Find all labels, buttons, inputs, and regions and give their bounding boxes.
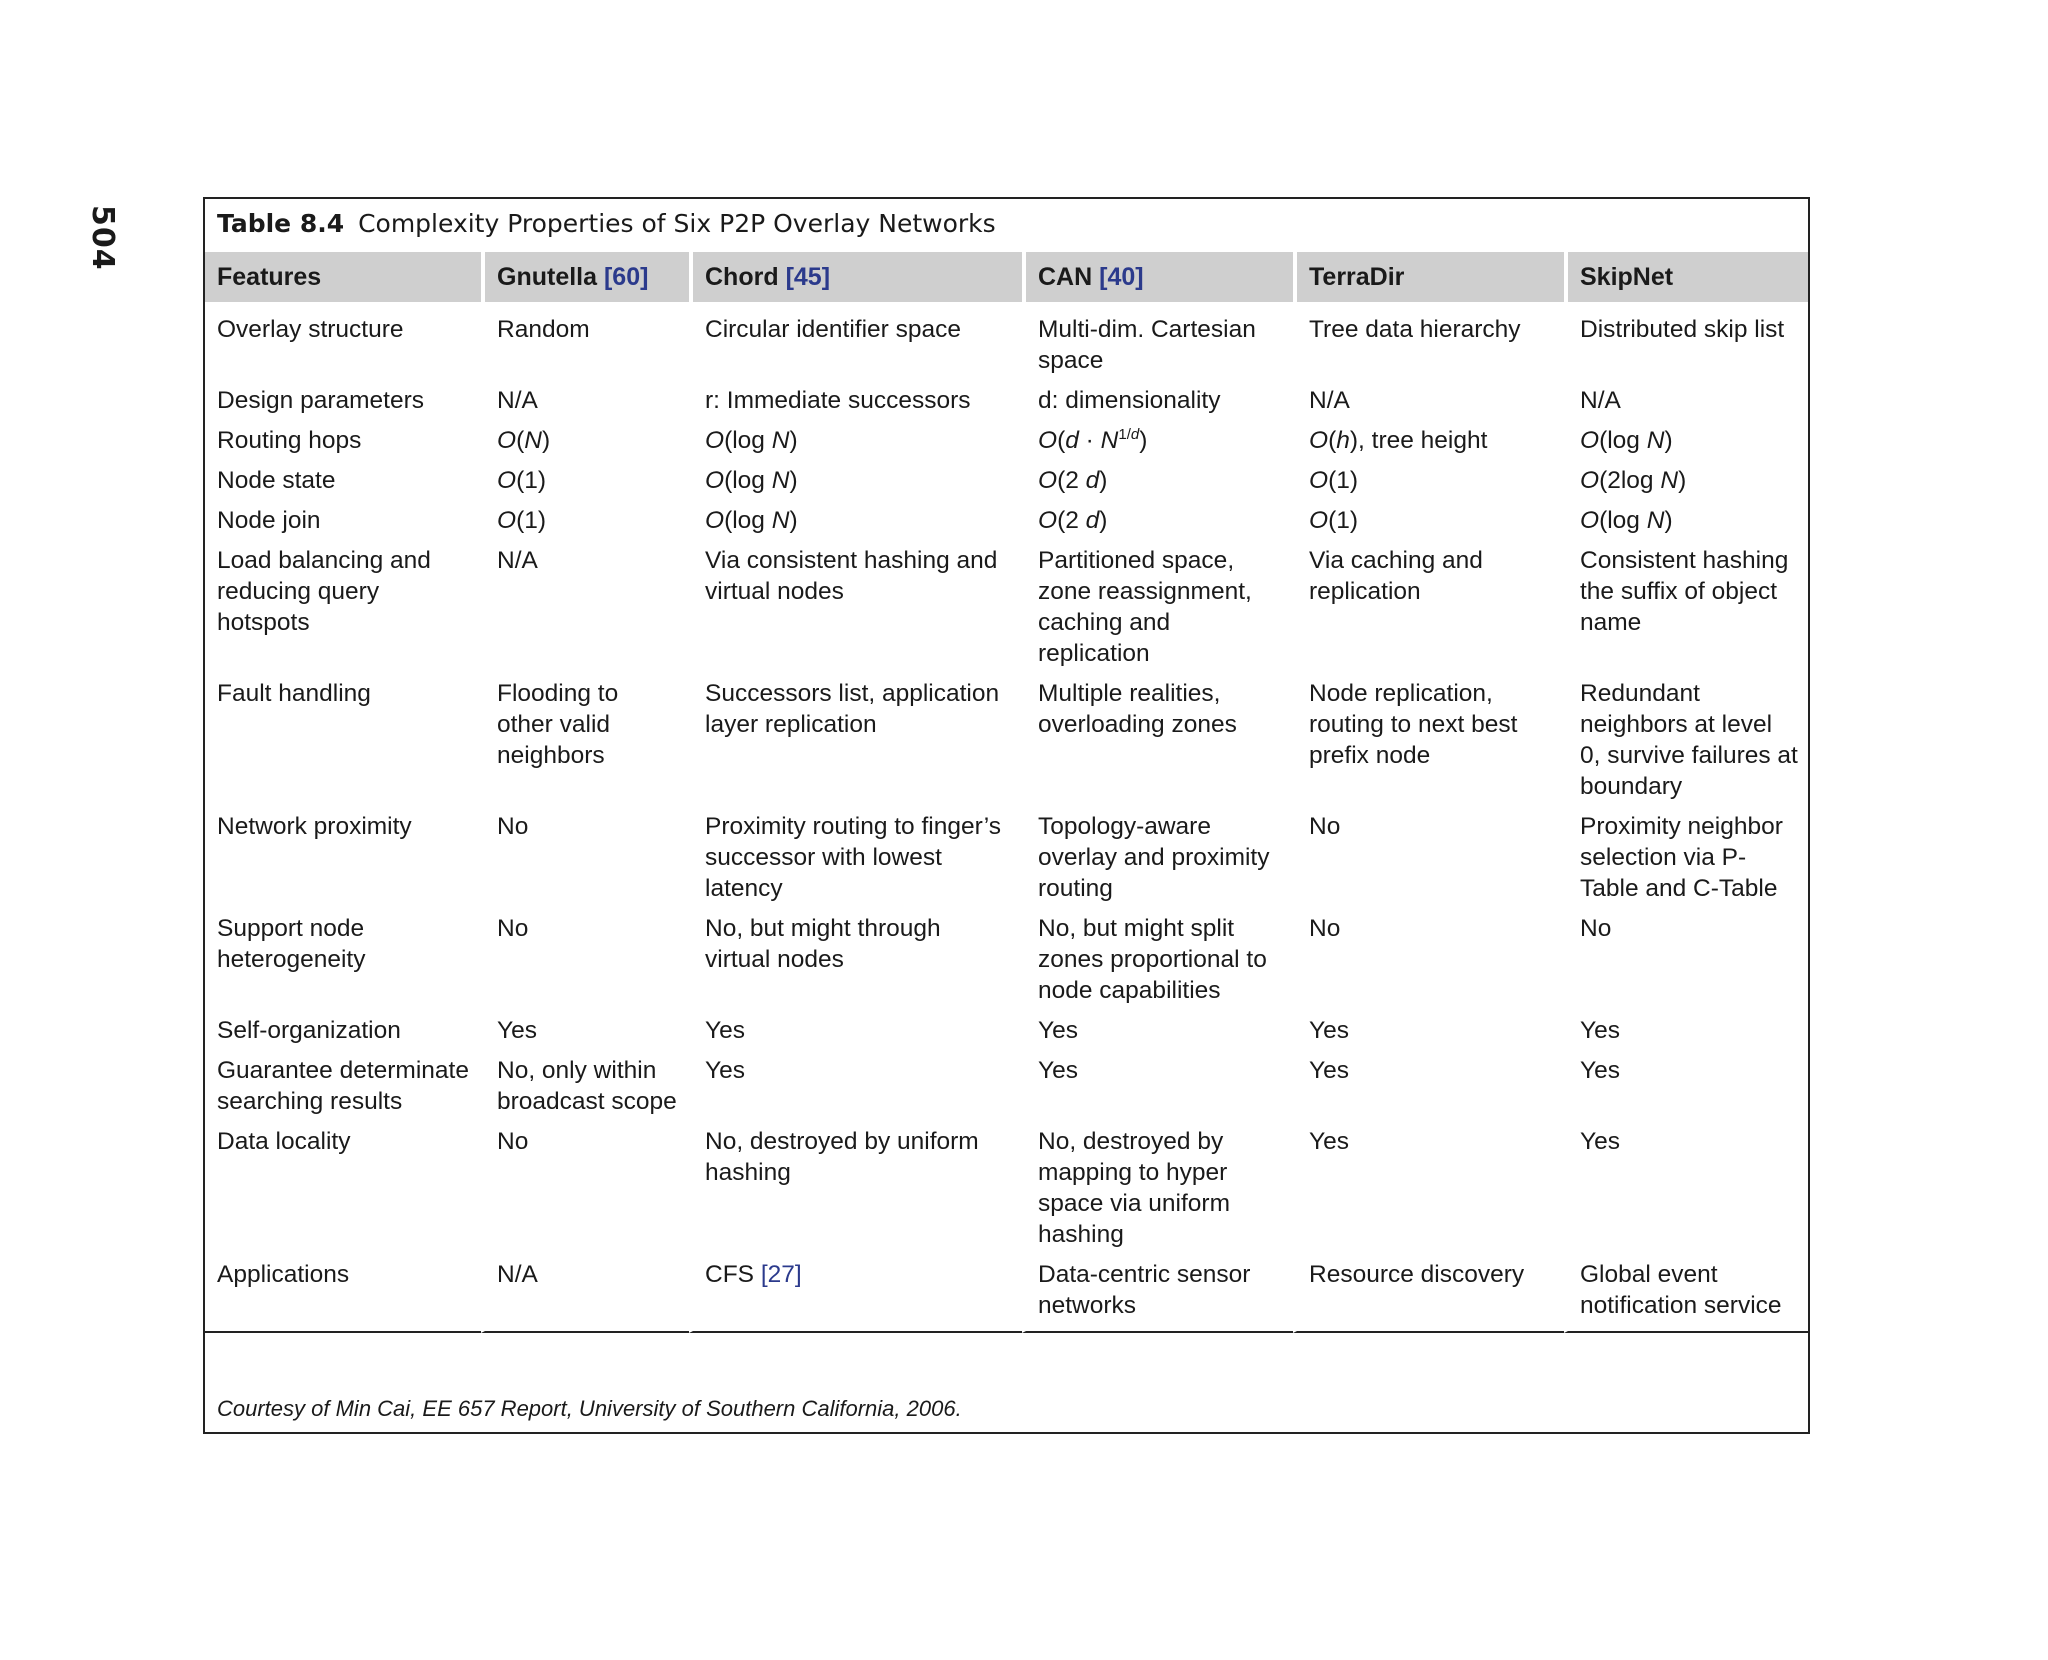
header-can: CAN [40] bbox=[1022, 252, 1293, 302]
cell-gnutella: No bbox=[497, 1128, 529, 1155]
cell-gnutella: Random bbox=[497, 316, 590, 343]
table-row bbox=[205, 302, 1808, 382]
table-label: Table 8.4 bbox=[217, 209, 345, 238]
cell-terradir: O(1) bbox=[1309, 507, 1359, 534]
cell-terradir: Resource discovery bbox=[1293, 1256, 1564, 1333]
cell-features: Design parameters bbox=[217, 387, 424, 414]
header-skipnet: SkipNet bbox=[1564, 252, 1808, 302]
table-caption bbox=[217, 209, 996, 238]
table-row bbox=[205, 675, 1808, 808]
cell-chord: r: Immediate successors bbox=[705, 387, 971, 414]
header-terradir: TerraDir bbox=[1293, 252, 1564, 302]
cell-gnutella: O(1) bbox=[497, 507, 547, 534]
cell-chord: Circular identifier space bbox=[705, 316, 961, 343]
cell-chord: O(log N) bbox=[705, 467, 798, 494]
cell-skipnet: Redundant neighbors at level 0, survive failures at boundary bbox=[1580, 680, 1798, 800]
cell-skipnet: Yes bbox=[1580, 1128, 1620, 1155]
cell-can: Partitioned space, zone reassignment, caching and replication bbox=[1038, 547, 1252, 667]
table-row bbox=[205, 542, 1808, 675]
cell-skipnet: Distributed skip list bbox=[1580, 316, 1785, 343]
cell-terradir: O(h), tree height bbox=[1309, 427, 1488, 454]
cell-terradir: Tree data hierarchy bbox=[1309, 316, 1521, 343]
cell-gnutella: No bbox=[497, 915, 529, 942]
cell-terradir: O(1) bbox=[1309, 467, 1359, 494]
cell-skipnet: Yes bbox=[1580, 1017, 1620, 1044]
cell-can: Topology-aware overlay and proximity routing bbox=[1038, 813, 1270, 902]
citation-link[interactable]: [27] bbox=[760, 1261, 802, 1288]
cell-chord: Yes bbox=[705, 1017, 745, 1044]
cell-gnutella: Flooding to other valid neighbors bbox=[497, 680, 619, 769]
cell-features: Data locality bbox=[217, 1128, 351, 1155]
cell-features: Network proximity bbox=[217, 813, 412, 840]
cell-skipnet: N/A bbox=[1580, 387, 1621, 414]
page-number: 504 bbox=[85, 205, 120, 271]
cell-skipnet: O(2log N) bbox=[1580, 467, 1687, 494]
table-row bbox=[205, 808, 1808, 910]
cell-can: Multi-dim. Cartesian space bbox=[1038, 316, 1256, 374]
cell-features: Load balancing and reducing query hotspots bbox=[217, 547, 431, 636]
header-gnutella: Gnutella [60] bbox=[481, 252, 689, 302]
cell-can: O(2 d) bbox=[1038, 507, 1108, 534]
table-row bbox=[205, 422, 1808, 462]
cell-features: Guarantee determinate searching results bbox=[217, 1057, 469, 1115]
cell-can: d: dimensionality bbox=[1038, 387, 1221, 414]
cell-gnutella: No bbox=[497, 813, 529, 840]
cell-gnutella: O(N) bbox=[497, 427, 551, 454]
table-row bbox=[205, 1012, 1808, 1052]
cell-can: Yes bbox=[1038, 1017, 1078, 1044]
cell-features: Node state bbox=[217, 467, 336, 494]
table-row bbox=[205, 462, 1808, 502]
citation-link[interactable]: [60] bbox=[603, 262, 649, 291]
citation-link[interactable]: [45] bbox=[785, 262, 831, 291]
cell-chord: O(log N) bbox=[705, 507, 798, 534]
cell-skipnet: No bbox=[1580, 915, 1612, 942]
cell-terradir: No bbox=[1309, 813, 1341, 840]
cell-terradir: Node replication, routing to next best prefix node bbox=[1309, 680, 1518, 769]
comparison-table bbox=[205, 252, 1808, 1333]
cell-skipnet: Global event notification service bbox=[1564, 1256, 1808, 1333]
cell-chord: No, destroyed by uniform hashing bbox=[705, 1128, 979, 1186]
cell-terradir: Yes bbox=[1309, 1017, 1349, 1044]
table-row bbox=[205, 910, 1808, 1012]
table-title: Complexity Properties of Six P2P Overlay Networks bbox=[358, 209, 996, 238]
cell-skipnet: O(log N) bbox=[1580, 427, 1673, 454]
cell-terradir: No bbox=[1309, 915, 1341, 942]
cell-features: Routing hops bbox=[217, 427, 362, 454]
table-frame bbox=[203, 197, 1810, 1434]
cell-skipnet: Proximity neighbor selection via P-Table and C-Table bbox=[1580, 813, 1783, 902]
cell-gnutella: No, only within broadcast scope bbox=[497, 1057, 677, 1115]
table-row bbox=[205, 1052, 1808, 1123]
cell-can: No, destroyed by mapping to hyper space via uniform hashing bbox=[1038, 1128, 1231, 1248]
cell-chord: No, but might through virtual nodes bbox=[705, 915, 941, 973]
table-row bbox=[205, 1256, 1808, 1333]
cell-gnutella: O(1) bbox=[497, 467, 547, 494]
cell-features: Support node heterogeneity bbox=[217, 915, 366, 973]
cell-skipnet: Yes bbox=[1580, 1057, 1620, 1084]
cell-terradir: Yes bbox=[1309, 1128, 1349, 1155]
cell-chord: Successors list, application layer replication bbox=[705, 680, 1000, 738]
table-footnote: Courtesy of Min Cai, EE 657 Report, University of Southern California, 2006. bbox=[217, 1396, 962, 1421]
cell-features: Node join bbox=[217, 507, 321, 534]
cell-can: $O(d \cdot N^{1/d})$ bbox=[1038, 425, 1148, 454]
cell-skipnet: Consistent hashing the suffix of object name bbox=[1580, 547, 1789, 636]
cell-features: Self-organization bbox=[217, 1017, 401, 1044]
table-row bbox=[205, 1123, 1808, 1256]
cell-can: Multiple realities, overloading zones bbox=[1038, 680, 1237, 738]
cell-can: No, but might split zones proportional to node capabilities bbox=[1038, 915, 1267, 1004]
cell-gnutella: N/A bbox=[497, 547, 538, 574]
cell-chord: O(log N) bbox=[705, 427, 798, 454]
cell-can: Yes bbox=[1038, 1057, 1078, 1084]
cell-chord: Yes bbox=[705, 1057, 745, 1084]
cell-can: Data-centric sensor networks bbox=[1022, 1256, 1293, 1333]
cell-can: O(2 d) bbox=[1038, 467, 1108, 494]
cell-chord: Via consistent hashing and virtual nodes bbox=[705, 547, 998, 605]
cell-gnutella: N/A bbox=[481, 1256, 689, 1333]
cell-skipnet: O(log N) bbox=[1580, 507, 1673, 534]
cell-terradir: Yes bbox=[1309, 1057, 1349, 1084]
header-row bbox=[205, 252, 1808, 302]
cell-gnutella: Yes bbox=[497, 1017, 537, 1044]
header-features: Features bbox=[205, 252, 481, 302]
cell-terradir: N/A bbox=[1309, 387, 1350, 414]
cell-gnutella: N/A bbox=[497, 387, 538, 414]
cell-terradir: Via caching and replication bbox=[1309, 547, 1483, 605]
cell-features: Overlay structure bbox=[217, 316, 404, 343]
cell-features: Fault handling bbox=[217, 680, 371, 707]
table-body bbox=[205, 302, 1808, 1333]
cell-features: Applications bbox=[205, 1256, 481, 1333]
header-chord: Chord [45] bbox=[689, 252, 1022, 302]
cell-chord: CFS [27] bbox=[689, 1256, 1022, 1333]
table-row bbox=[205, 382, 1808, 422]
citation-link[interactable]: [40] bbox=[1099, 262, 1144, 291]
table-row bbox=[205, 502, 1808, 542]
cell-chord: Proximity routing to finger’s successor with lowest latency bbox=[705, 813, 1001, 902]
